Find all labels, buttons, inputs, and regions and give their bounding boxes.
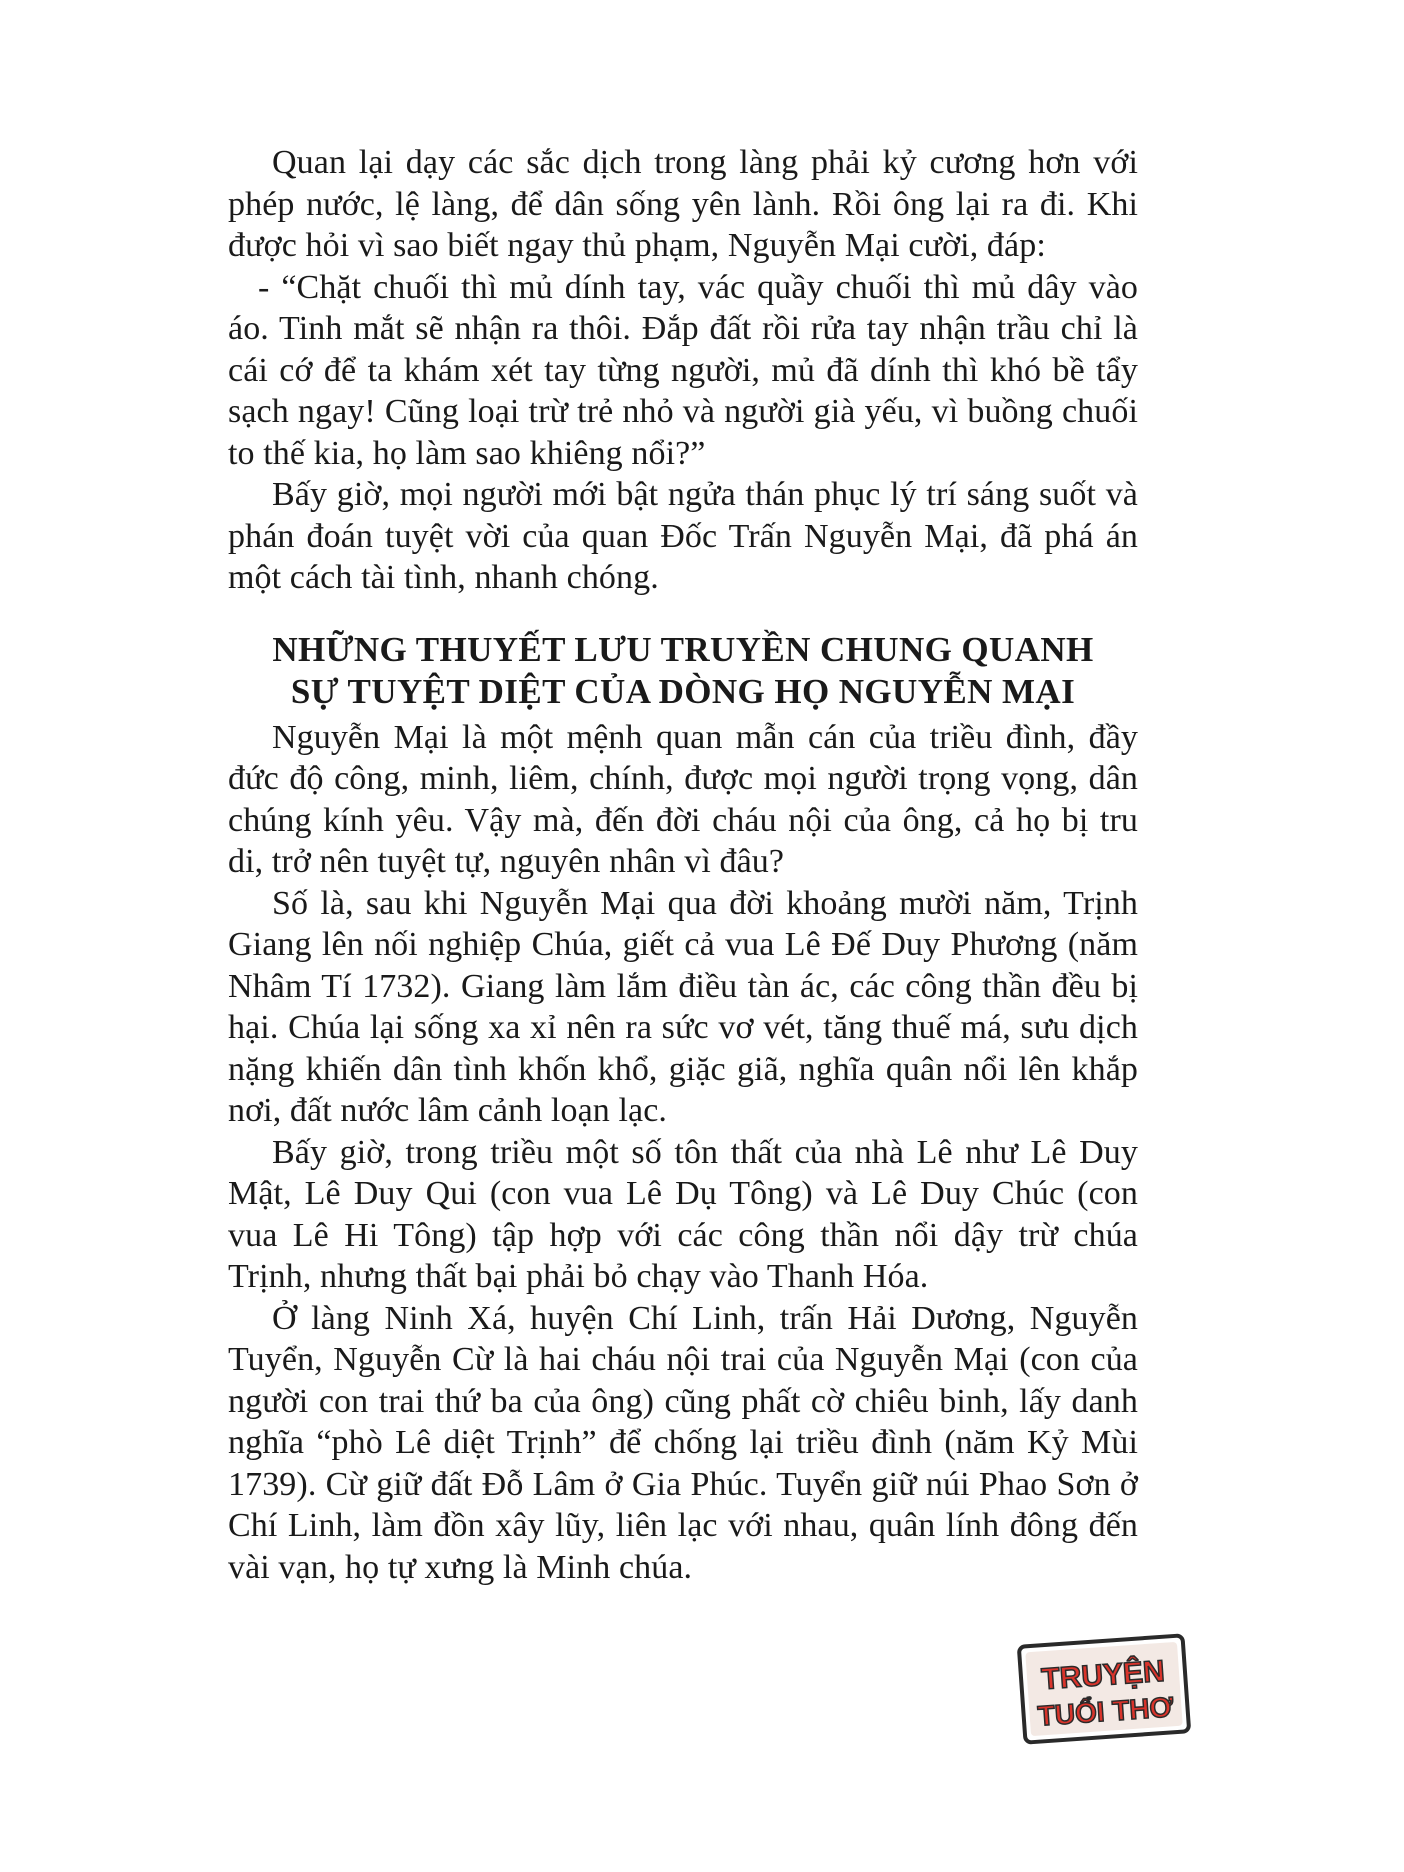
book-page [228,142,1138,1588]
paragraph-1: Quan lại dạy các sắc dịch trong làng phải kỷ cương hơn với phép nước, lệ làng, để dân sống yên lành. Rồi ông lại ra đi. Khi được hỏi vì sao biết ngay thủ phạm, Nguyễn Mại cười, đáp: [228,144,1138,264]
paragraph-4: Nguyễn Mại là một mệnh quan mẫn cán của triều đình, đầy đức độ công, minh, liêm, chính, được mọi người trọng vọng, dân chúng kính yêu. Vậy mà, đến đời cháu nội của ông, cả họ bị tru di, trở nên tuyệt tự, nguyên nhân vì đâu? [228,718,1138,880]
paragraph-5: Số là, sau khi Nguyễn Mại qua đời khoảng mười năm, Trịnh Giang lên nối nghiệp Chúa, giết cả vua Lê Đế Duy Phương (năm Nhâm Tí 1732). Giang làm lắm điều tàn ác, các công thần đều bị hại. Chúa lại sống xa xỉ nên ra sức vơ vét, tăng thuế má, sưu dịch nặng khiến dân tình khốn khổ, giặc giã, nghĩa quân nổi lên khắp nơi, đất nước lâm cảnh loạn lạc. [228,884,1138,1129]
section-heading-line-1: NHỮNG THUYẾT LƯU TRUYỀN CHUNG QUANH [272,629,1094,669]
paragraph-7: Ở làng Ninh Xá, huyện Chí Linh, trấn Hải Dương, Nguyễn Tuyển, Nguyễn Cừ là hai cháu nội trai của Nguyễn Mại (con của người con trai thứ ba của ông) cũng phất cờ chiêu binh, lấy danh nghĩa “phò Lê diệt Trịnh” để chống lại triều đình (năm Kỷ Mùi 1739). Cừ giữ đất Đỗ Lâm ở Gia Phúc. Tuyển giữ núi Phao Sơn ở Chí Linh, làm đồn xây lũy, liên lạc với nhau, quân lính đông đến vài vạn, họ tự xưng là Minh chúa. [228,1299,1138,1586]
section-heading [228,629,1138,713]
paragraph-3: Bấy giờ, mọi người mới bật ngửa thán phục lý trí sáng suốt và phán đoán tuyệt vời của quan Đốc Trấn Nguyễn Mại, đã phá án một cách tài tình, nhanh chóng. [228,476,1138,596]
truyen-tuoi-tho-logo [1015,1631,1194,1747]
paragraph-6: Bấy giờ, trong triều một số tôn thất của nhà Lê như Lê Duy Mật, Lê Duy Qui (con vua Lê Dụ Tông) và Lê Duy Chúc (con vua Lê Hi Tông) tập hợp với các công thần nổi dậy trừ chúa Trịnh, nhưng thất bại phải bỏ chạy vào Thanh Hóa. [228,1133,1138,1295]
logo-line-2: TUỔI THƠ [1036,1691,1175,1732]
logo-line-1: TRUYỆN [1040,1654,1166,1697]
section-heading-line-2: SỰ TUYỆT DIỆT CỦA DÒNG HỌ NGUYỄN MẠI [290,671,1076,711]
quote-paragraph: - “Chặt chuối thì mủ dính tay, vác quầy chuối thì mủ dây vào áo. Tinh mắt sẽ nhận ra thôi. Đắp đất rồi rửa tay nhận trầu chỉ là cái cớ để ta khám xét tay từng người, mủ đã dính thì khó bề tẩy sạch ngay! Cũng loại trừ trẻ nhỏ và người già yếu, vì buồng chuối to thế kia, họ làm sao khiêng nổi?” [228,268,1138,472]
